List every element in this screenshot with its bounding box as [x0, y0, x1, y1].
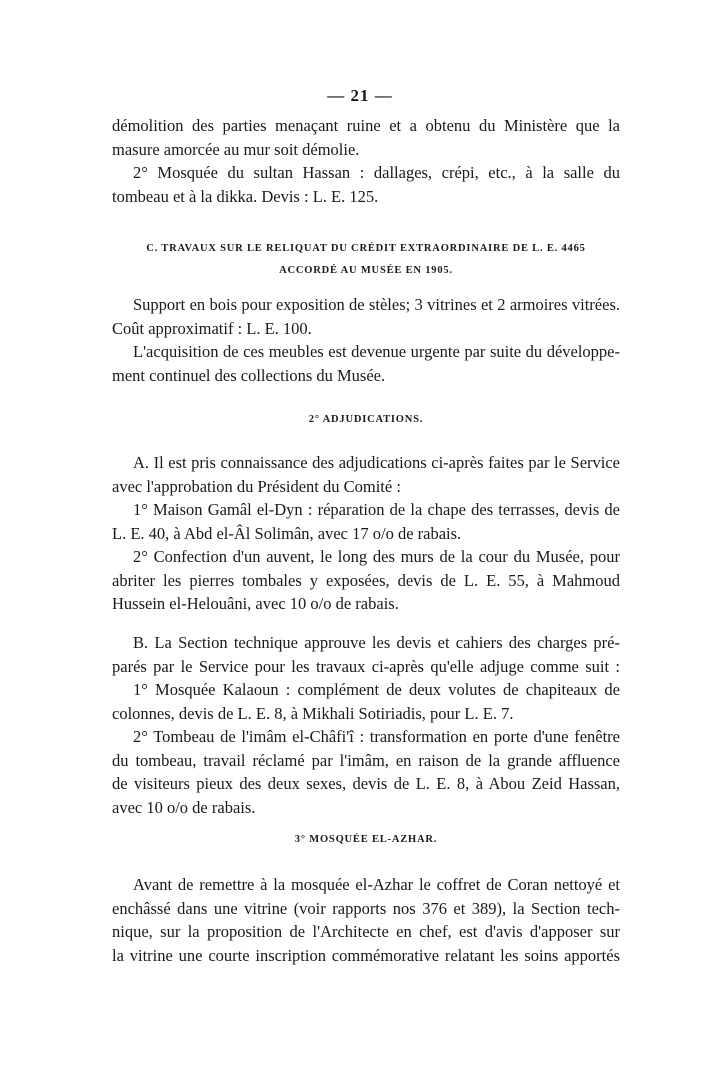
paragraph-adjudications-a — [112, 451, 620, 616]
section-title-mosquee-el-azhar: 3° MOSQUÉE EL-AZHAR. — [294, 834, 438, 845]
text-line: 2° Tombeau de l'imâm el-Châfi'î : transformation en porte d'une fenêtre — [133, 727, 620, 746]
text-line: Coût approximatif : L. E. 100. — [112, 318, 312, 338]
text-line: 1° Maison Gamâl el-Dyn : réparation de la chape des terrasses, devis de — [133, 500, 620, 519]
text-line: du tombeau, travail réclamé par l'imâm, en raison de la grande affluence — [112, 750, 620, 770]
text-line: abriter les pierres tombales y exposées, devis de L. E. 55, à Mahmoud — [112, 570, 620, 590]
text-line: tombeau et à la dikka. Devis : L. E. 125. — [112, 186, 379, 206]
heading-line: C. TRAVAUX SUR LE RELIQUAT DU CRÉDIT EXTRAORDINAIRE DE L. E. 4465 — [146, 243, 586, 254]
text-line: B. La Section technique approuve les devis et cahiers des charges pré- — [133, 633, 620, 652]
text-line: enchâssé dans une vitrine (voir rapports nos 376 et 389), la Section tech- — [112, 898, 620, 918]
text-line: masure amorcée au mur soit démolie. — [112, 139, 360, 159]
text-line: colonnes, devis de L. E. 8, à Mikhali Sotiriadis, pour L. E. 7. — [112, 703, 514, 723]
text-line: parés par le Service pour les travaux ci-après qu'elle adjuge comme suit : — [112, 656, 620, 676]
text-line: la vitrine une courte inscription commémorative relatant les soins apportés — [112, 945, 620, 965]
paragraph-el-azhar — [112, 873, 620, 967]
heading-line: ACCORDÉ AU MUSÉE EN 1905. — [279, 265, 453, 276]
text-line: nique, sur la proposition de l'Architecte en chef, est d'avis d'apposer sur — [112, 922, 620, 941]
text-line: Avant de remettre à la mosquée el-Azhar le coffret de Coran nettoyé et — [133, 875, 620, 894]
text-line: démolition des parties menaçant ruine et a obtenu du Ministère que la — [112, 116, 620, 135]
text-line: 1° Mosquée Kalaoun : complément de deux volutes de chapiteaux de — [133, 680, 620, 699]
text-line: 2° Confection d'un auvent, le long des murs de la cour du Musée, pour — [133, 547, 620, 566]
paragraph-support-bois — [112, 293, 620, 387]
text-line: Hussein el-Helouâni, avec 10 o/o de rabais. — [112, 594, 399, 613]
page-number: — 21 — — [327, 86, 393, 105]
paragraph-section-technique-b — [112, 631, 620, 819]
text-line: Support en bois pour exposition de stèles; 3 vitrines et 2 armoires vitrées. — [133, 295, 620, 314]
text-line: L. E. 40, à Abd el-Âl Solimân, avec 17 o/o de rabais. — [112, 523, 462, 543]
text-line: 2° Mosquée du sultan Hassan : dallages, crépi, etc., à la salle du — [133, 163, 620, 182]
section-title-adjudications: 2° ADJUDICATIONS. — [308, 414, 424, 425]
text-line: L'acquisition de ces meubles est devenue urgente par suite du développe- — [133, 342, 620, 361]
paragraph-demolition — [112, 114, 620, 208]
text-line: de visiteurs pieux des deux sexes, devis de L. E. 8, à Abou Zeid Hassan, — [112, 774, 620, 793]
text-line: avec 10 o/o de rabais. — [112, 797, 256, 817]
heading-credit-extraordinaire — [112, 238, 620, 282]
text-line: avec l'approbation du Président du Comité : — [112, 476, 401, 496]
text-line: A. Il est pris connaissance des adjudications ci-après faites par le Service — [133, 453, 620, 472]
text-line: ment continuel des collections du Musée. — [112, 365, 386, 385]
